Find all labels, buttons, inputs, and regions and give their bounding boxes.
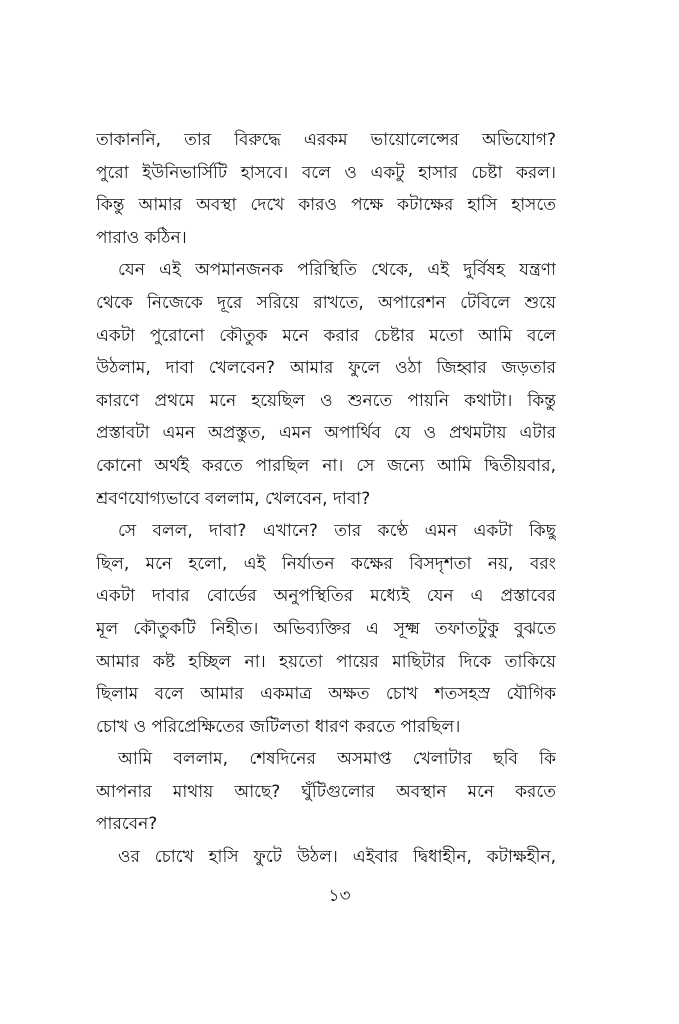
text-line: উঠলাম, দাবা খেলবেন? আমার ফুলে ওঠা জিহ্বার জড়তার [96, 358, 556, 379]
text-line: সে বলল, দাবা? এখানে? তার কণ্ঠে এমন একটা কিছু [118, 521, 556, 542]
page-number: ১৩ [328, 886, 351, 906]
text-line: কারণে প্রথমে মনে হয়েছিল ও শুনতে পায়নি কথাটা। কিন্তু [96, 390, 556, 411]
text-line: মূল কৌতুকটি নিহীত। অভিব্যক্তির এ সূক্ষ্ম তফাতটুকু বুঝতে [96, 618, 556, 639]
text-line: কিন্তু আমার অবস্থা দেখে কারও পক্ষে কটাক্ষের হাসি হাসতে [96, 195, 556, 216]
text-line: ছিলাম বলে আমার একমাত্র অক্ষত চোখ শতসহস্র যৌগিক [96, 684, 556, 705]
text-line: থেকে নিজেকে দূরে সরিয়ে রাখতে, অপারেশন টেবিলে শুয়ে [96, 292, 556, 313]
text-line: তাকাননি, তার বিরুদ্ধে এরকম ভায়োলেন্সের অভিযোগ? [96, 130, 556, 150]
text-line: পারবেন? [96, 814, 158, 835]
text-line: ওর চোখে হাসি ফুটে উঠল। এইবার দ্বিধাহীন, কটাক্ষহীন, [118, 847, 556, 868]
text-line: আমি বললাম, শেষদিনের অসমাপ্ত খেলাটার ছবি কি [118, 749, 556, 770]
text-line: একটা দাবার বোর্ডের অনুপস্থিতির মধ্যেই যেন এ প্রস্তাবের [96, 586, 556, 607]
text-line: চোখ ও পরিপ্রেক্ষিতের জটিলতা ধারণ করতে পারছিল। [96, 716, 461, 737]
text-line: আপনার মাথায় আছে? ঘুঁটিগুলোর অবস্থান মনে করতে [96, 781, 556, 802]
text-line: শ্রবণযোগ্যভাবে বললাম, খেলবেন, দাবা? [96, 488, 371, 509]
text-line: পারাও কঠিন। [96, 227, 187, 248]
text-line: যেন এই অপমানজনক পরিস্থিতি থেকে, এই দুর্বিষহ যন্ত্রণা [118, 260, 556, 281]
text-line: একটা পুরোনো কৌতুক মনে করার চেষ্টার মতো আমি বলে [96, 325, 556, 346]
text-line: কোনো অর্থই করতে পারছিল না। সে জন্যে আমি দ্বিতীয়বার, [96, 455, 556, 476]
text-line: আমার কষ্ট হচ্ছিল না। হয়তো পায়ের মাছিটার দিকে তাকিয়ে [96, 651, 556, 672]
text-line: পুরো ইউনিভার্সিটি হাসবে। বলে ও একটু হাসার চেষ্টা করল। [96, 162, 556, 183]
body-text [96, 124, 556, 874]
text-line: ছিল, মনে হলো, এই নির্যাতন কক্ষের বিসদৃশতা নয়, বরং [96, 553, 556, 574]
text-line: প্রস্তাবটা এমন অপ্রস্তুত, এমন অপার্থিব যে ও প্রথমটায় এটার [96, 423, 556, 444]
